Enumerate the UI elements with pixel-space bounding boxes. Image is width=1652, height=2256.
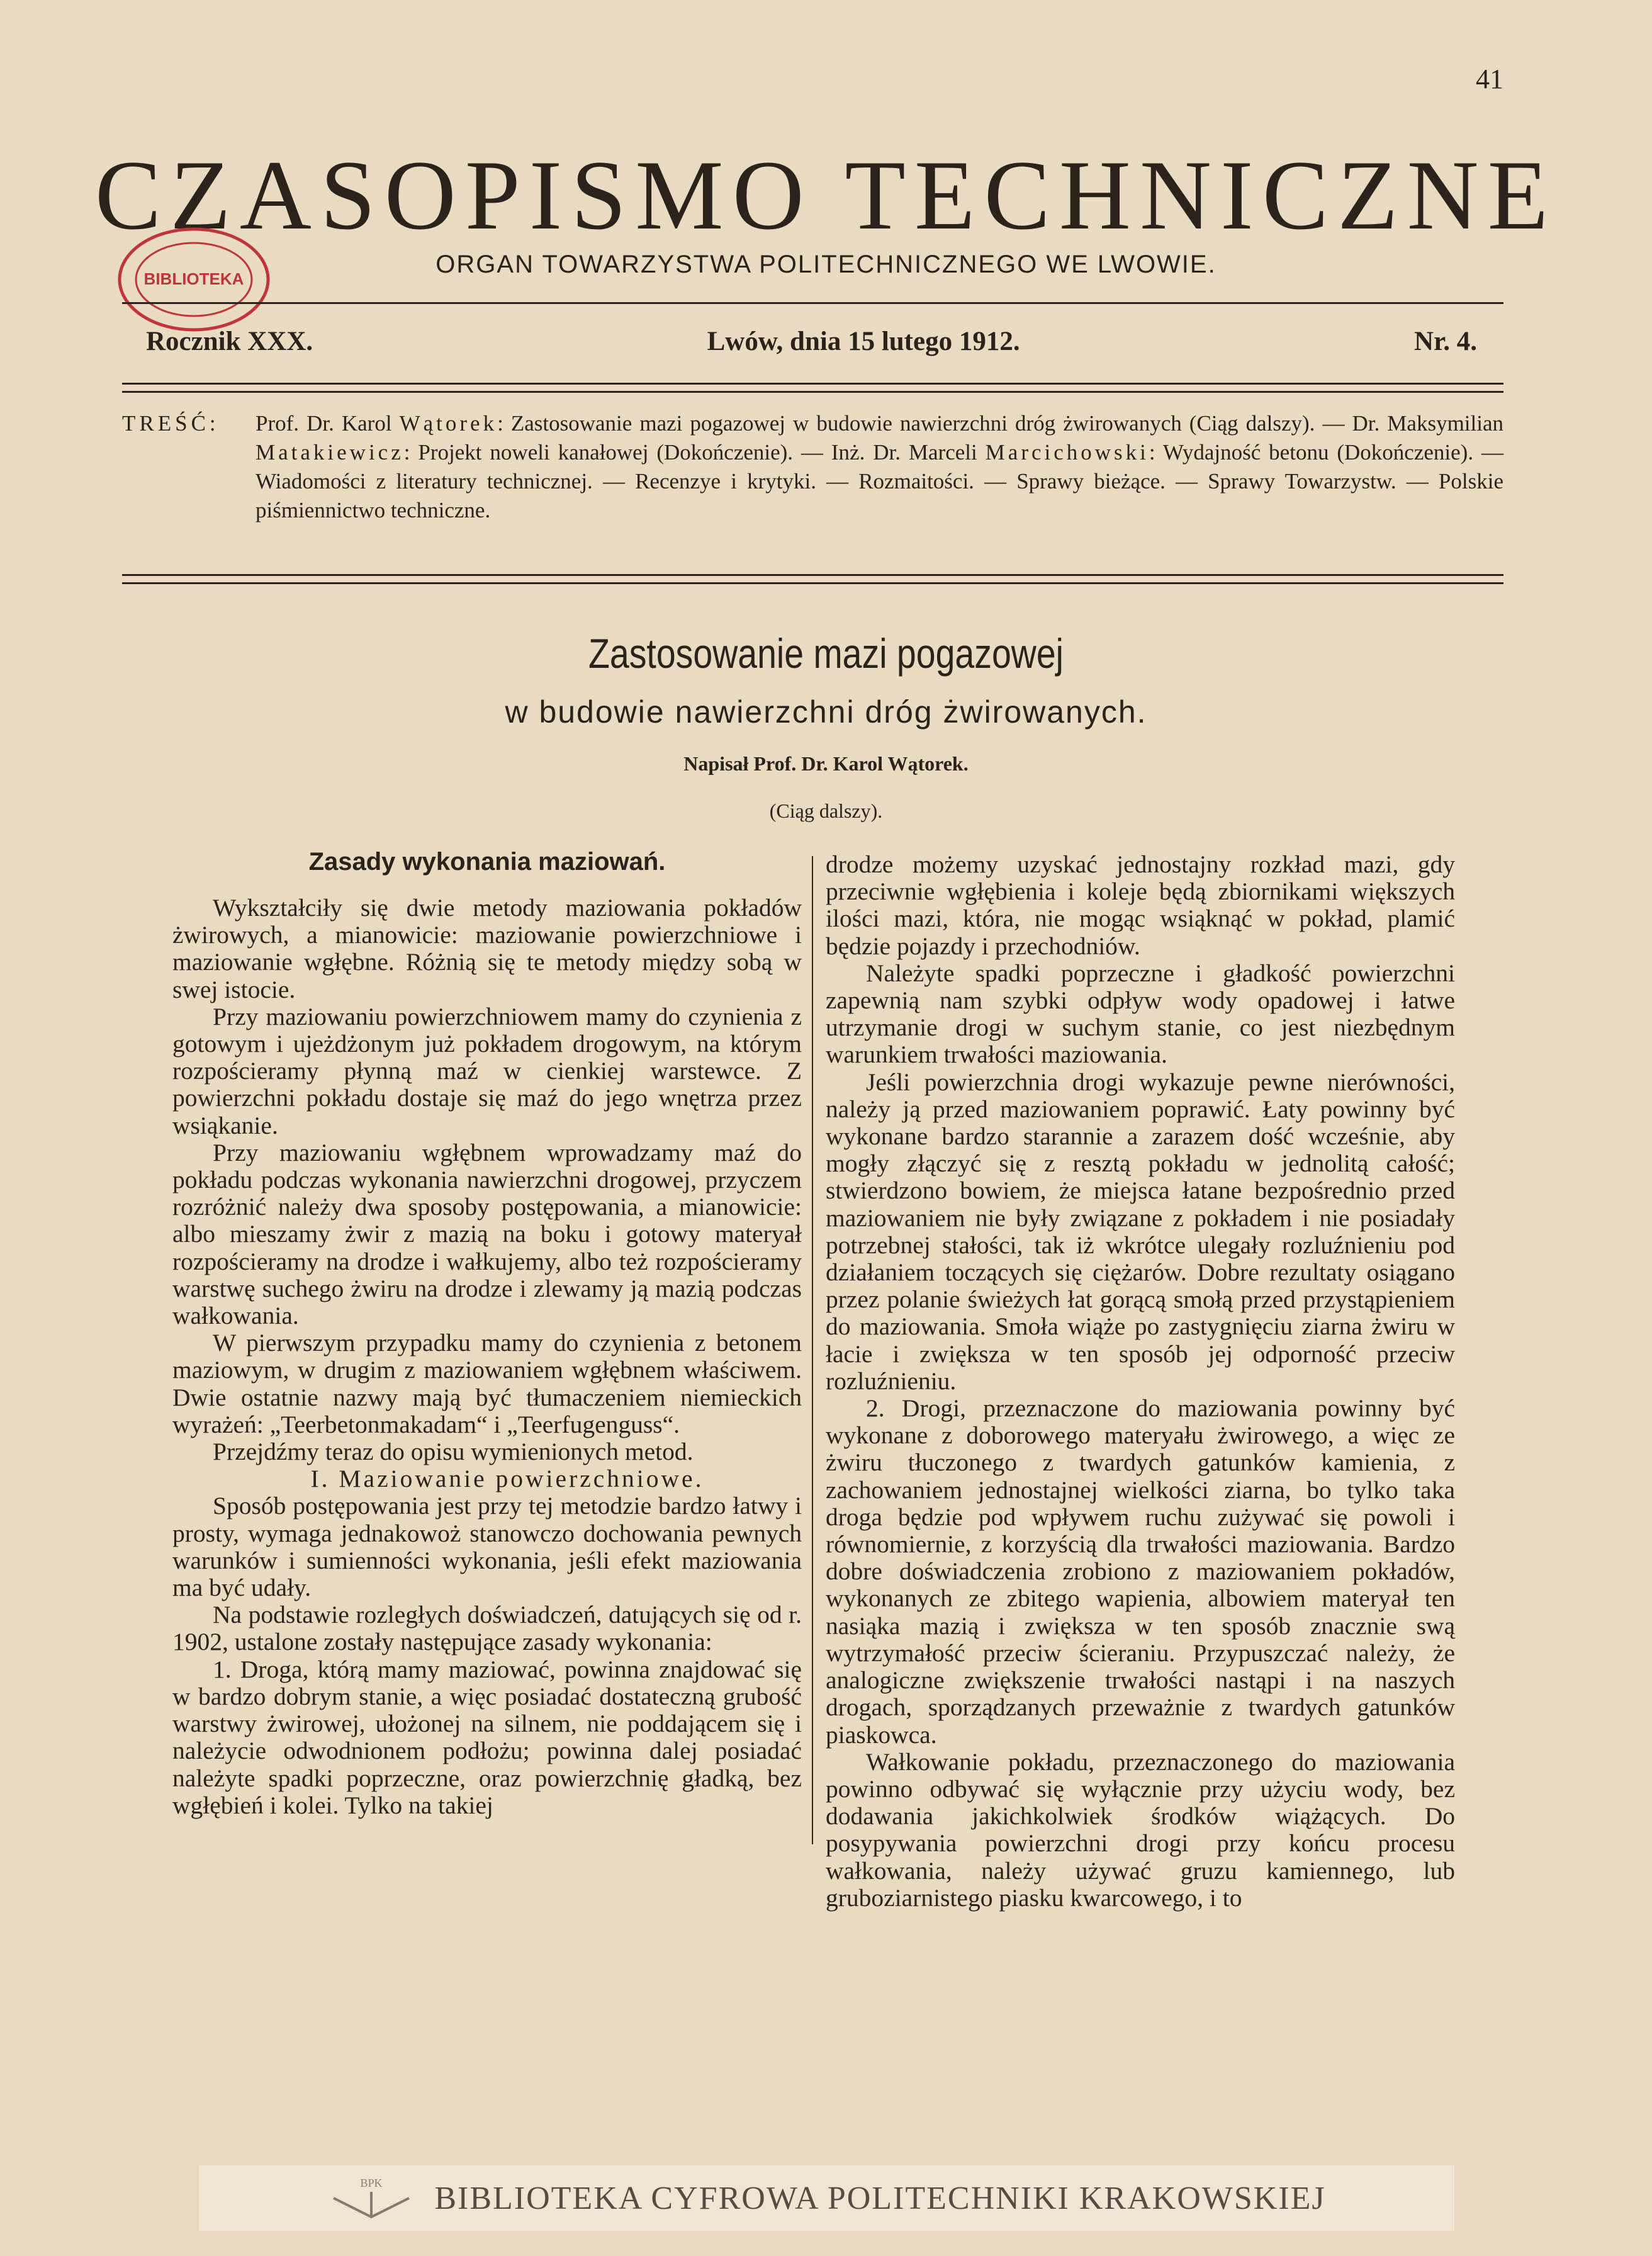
stamp-text: BIBLIOTEKA (143, 269, 244, 288)
contents-text: Prof. Dr. Karol Wątorek: Zastosowanie mazi pogazowej w budowie nawierzchni dróg żwirowanych (Ciąg dalszy). — Dr. Maksymilian Matakiewicz: Projekt noweli kanałowej (Dokończenie). — Inż. Dr. Marceli Marcichowski: Wydajność betonu (Dokończenie). — Wiadomości z literatury technicznej. — Recenzye i krytyki. — Rozmaitości. — Sprawy bieżące. — Sprawy Towarzystw. — Polskie piśmiennictwo techniczne. (256, 411, 1504, 522)
page-number: 41 (1476, 64, 1503, 94)
section-heading: Zasady wykonania maziowań. (308, 848, 666, 876)
issue-line (146, 326, 1477, 357)
paragraph: W pierwszym przypadku mamy do czynienia z betonem maziowym, w drugim z maziowaniem wgłębnem właściwem. Dwie ostatnie nazwy mają być tłumaczeniem niemieckich wyrażeń: „Teerbetonmakadam“ i „Teerfugenguss“. (172, 1329, 802, 1438)
paragraph: Sposób postępowania jest przy tej metodzie bardzo łatwy i prosty, wymaga jednakowoż stanowczo dochowania pewnych warunków i sumienności wykonania, jeśli efekt maziowania ma być udały. (172, 1492, 802, 1602)
logo-text: BPK (360, 2177, 383, 2189)
library-stamp (115, 224, 273, 335)
library-footer (199, 2165, 1454, 2231)
subsection-heading: I. Maziowanie powierzchniowe. (310, 1465, 704, 1493)
library-logo-icon (327, 2173, 415, 2223)
article-byline: Napisał Prof. Dr. Karol Wątorek. (683, 752, 969, 775)
continued-note: (Ciąg dalszy). (769, 799, 883, 822)
paragraph: Przy maziowaniu powierzchniowem mamy do czynienia z gotowym i ujeżdżonym już pokładem drogowym, na którym rozpościeramy płynną maź w cienkiej warstewce. Z powierzchni pokładu dostaje się maź do jego wnętrza przez wsiąkanie. (172, 1002, 802, 1139)
issue-rule (122, 383, 1503, 393)
paragraph: drodze możemy uzyskać jednostajny rozkład mazi, gdy przeciwnie wgłębienia i koleje będą zbiornikami większych ilości mazi, która, nie mogąc wsiąknąć w pokład, plamić będzie pojazdy i przechodniów. (826, 850, 1455, 960)
paragraph: Jeśli powierzchnia drogi wykazuje pewne nierówności, należy ją przed maziowaniem poprawić. Łaty powinny być wykonane bardzo starannie a zarazem dość wcześnie, aby mogły złączyć się z resztą pokładu w jednolitą całość; stwierdzono bowiem, że miejsca łatane bezpośrednio przed maziowaniem nie były związane z pokładem i nie posiadały potrzebnej stałości, tak iż wkrótce ulegały rozluźnieniu pod działaniem toczących się ciężarów. Dobre rezultaty osiągano przez polanie świeżych łat gorącą smołą przed przystąpieniem do maziowania. Smoła wiąże po zastygnięciu ziarna żwiru w łacie i zwiększa w ten sposób jej odporność przeciw rozluźnieniu. (826, 1068, 1455, 1395)
journal-subtitle: ORGAN TOWARZYSTWA POLITECHNICZNEGO WE LWOWIE. (435, 251, 1217, 278)
issue-number: Nr. 4. (1414, 327, 1477, 356)
article-title: Zastosowanie mazi pogazowej (588, 630, 1064, 677)
issue-date: Lwów, dnia 15 lutego 1912. (707, 327, 1020, 356)
contents-label: TREŚĆ: (122, 411, 220, 436)
paragraph: Przy maziowaniu wgłębnem wprowadzamy maź do pokładu podczas wykonania nawierzchni drogowej, przyczem rozróżnić należy dwa sposoby postępowania, a mianowicie: albo mieszamy żwir z mazią na boku i gotowy materyał rozpościeramy na drodze i wałkujemy, albo też rozpościeramy warstwę suchego żwiru na drodze i zlewamy ją mazią podczas wałkowania. (172, 1138, 802, 1330)
library-name: BIBLIOTEKA CYFROWA POLITECHNIKI KRAKOWSKIEJ (434, 2180, 1326, 2216)
right-column (826, 851, 1455, 1912)
volume-label: Rocznik XXX. (146, 327, 313, 356)
paragraph: Przejdźmy teraz do opisu wymienionych metod. (213, 1438, 694, 1466)
left-column (172, 847, 802, 1819)
article-subtitle: w budowie nawierzchni dróg żwirowanych. (505, 694, 1147, 730)
contents-rule (122, 574, 1503, 584)
masthead-rule (122, 302, 1503, 304)
paragraph: Należyte spadki poprzeczne i gładkość powierzchni zapewnią nam szybki odpływ wody opadowej i łatwe utrzymanie drogi w suchym stanie, co jest niezbędnym warunkiem trwałości maziowania. (826, 959, 1455, 1069)
column-rule (812, 856, 813, 1844)
paragraph: 1. Droga, którą mamy maziować, powinna znajdować się w bardzo dobrym stanie, a więc posiadać dostateczną grubość warstwy żwirowej, ułożonej na silnem, nie poddającem się i należycie odwodnionem podłożu; powinna dalej posiadać należyte spadki poprzeczne, oraz powierzchnię gładką, bez wgłębień i kolei. Tylko na takiej (172, 1655, 802, 1819)
paragraph: Wykształciły się dwie metody maziowania pokładów żwirowych, a mianowicie: maziowanie powierzchniowe i maziowanie wgłębne. Różnią się te metody między sobą w swej istocie. (172, 894, 802, 1003)
paragraph: Na podstawie rozległych doświadczeń, datujących się od r. 1902, ustalone zostały następujące zasady wykonania: (172, 1601, 802, 1656)
paragraph: Wałkowanie pokładu, przeznaczonego do maziowania powinno odbywać się wyłącznie przy użyciu wody, bez dodawania jakichkolwiek środków wiążących. Do posypywania powierzchni drogi przy końcu procesu wałkowania, należy używać gruzu kamiennego, lub gruboziarnistego piasku kwarcowego, i to (826, 1747, 1455, 1912)
journal-title: CZASOPISMO TECHNICZNE (94, 140, 1558, 251)
paragraph: 2. Drogi, przeznaczone do maziowania powinny być wykonane z doborowego materyału żwirowego, a więc ze żwiru tłuczonego z twardych gatunków kamienia, z zachowaniem jednostajnej wielkości ziarna, bo tylko taka droga będzie pod wpływem ruchu zużywać się powoli i równomiernie, z korzyścią dla trwałości maziowania. Bardzo dobre doświadczenia zrobiono z maziowaniem pokładów, wykonanych ze zbitego wapienia, albowiem materyał ten nasiąka mazią i zwiększa w ten sposób znacznie swą wytrzymałość przeciw ścieraniu. Przypuszczać należy, że analogiczne zwiększenie trwałości nastąpi i na naszych drogach, sporządzanych przeważnie z twardych gatunków piaskowca. (826, 1394, 1455, 1749)
